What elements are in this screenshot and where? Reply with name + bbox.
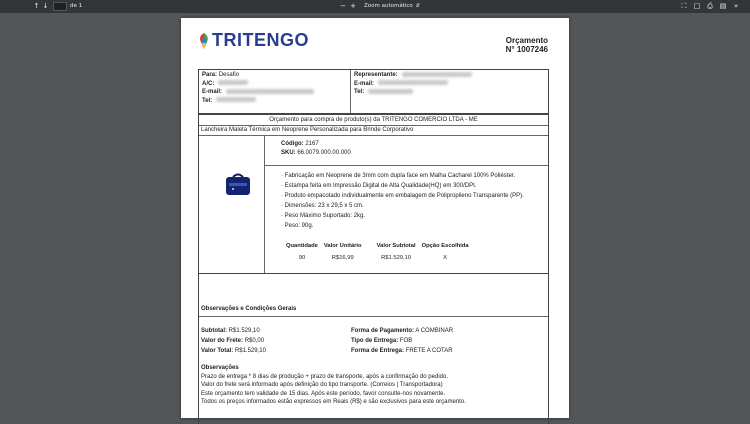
feature-item: · Peso: 90g. [281, 223, 314, 229]
table-header-row [283, 240, 472, 252]
open-file-icon[interactable]: □ [693, 2, 701, 10]
client-email-label: E-mail: [202, 89, 223, 95]
product-box [198, 114, 549, 274]
quote-header [506, 36, 548, 54]
delivery-form-value: FRETE A COTAR [405, 348, 453, 354]
blurred-rep [402, 72, 472, 77]
download-icon[interactable]: ▤ [719, 2, 727, 10]
feature-item: · Fabricação em Neoprene de 3mm com dupla face em Malha Cacharel 100% Poliéster. [281, 173, 516, 179]
blurred-rep-tel [368, 89, 413, 94]
obs-line: Todos os preços informados estão expressos em Reais (R$) e são exclusivos para este orçamento. [201, 399, 466, 405]
cell-subtotal: R$1.529,10 [381, 255, 412, 261]
total-label: Valor Total: [201, 348, 234, 354]
feature-item: · Peso Máximo Suportado: 2kg. [281, 213, 366, 219]
pdf-page [181, 18, 569, 418]
logo-mark-icon [198, 31, 210, 51]
print-icon[interactable]: ⎙ [707, 2, 713, 10]
sku-value: 66.0079.000.00.000 [297, 149, 351, 156]
next-page-icon[interactable]: ↓ [42, 2, 49, 10]
code-label: Código: [281, 141, 304, 147]
total-value: R$1.529,10 [234, 348, 266, 354]
zoom-select[interactable] [364, 0, 420, 13]
col-option: Opção Escolhida [421, 243, 469, 249]
feature-item: · Produto empacotado individualmente em embalagem de Polipropileno Transparente (PP). [281, 193, 524, 199]
payment-label: Forma de Pagamento: [351, 328, 415, 334]
col-subtotal: Valor Subtotal [376, 243, 416, 249]
page-number-input[interactable] [53, 2, 67, 11]
rep-tel-label: Tel: [354, 89, 365, 95]
product-name: Lancheira Maleta Térmica em Neoprene Personalizada para Brinde Corporativo [201, 127, 414, 133]
ac-label: A/C: [202, 80, 215, 87]
presentation-icon[interactable]: ⛶ [681, 2, 687, 10]
payment-value: A COMBINAR [415, 328, 454, 334]
quote-label: Orçamento [505, 36, 548, 45]
blurred-client-tel [216, 97, 256, 102]
logo-text: TRITENGO [212, 30, 309, 50]
zoom-label: Zoom automático [364, 3, 413, 9]
chevron-updown-icon: ⇵ [415, 3, 420, 9]
freight-label: Valor do Frete: [201, 338, 244, 344]
delivery-type-label: Tipo de Entrega: [351, 338, 399, 344]
conditions-title: Observações e Condições Gerais [201, 306, 297, 312]
price-table [283, 240, 472, 264]
conditions-box [198, 274, 549, 424]
tools-icon[interactable]: » [733, 2, 739, 10]
rep-label: Representante: [354, 72, 398, 78]
obs-title: Observações [201, 365, 239, 371]
rep-email-label: E-mail: [354, 80, 375, 87]
delivery-type-value: FOB [399, 338, 413, 344]
obs-line: Prazo de entrega * 8 dias de produção + prazo de transporte, após a confirmação do pedido. [201, 373, 448, 380]
product-image [223, 172, 253, 196]
code-value: 2167 [305, 141, 319, 147]
cell-quantity: 90 [298, 255, 306, 261]
obs-line: Este orçamento tem validade de 15 dias. Após este período, favor consulte-nos novamente. [201, 390, 446, 397]
para-value: Desafio [218, 72, 240, 78]
company-logo [198, 30, 309, 51]
feature-item: · Estampa feita em Impressão Digital de Alta Qualidade(HQ) em 300/DPI. [281, 183, 477, 189]
zoom-out-icon[interactable]: − [340, 2, 346, 10]
feature-item: · Dimensões: 23 x 29,5 x 5 cm. [281, 203, 364, 209]
cell-unit-price: R$16,99 [331, 255, 354, 261]
col-quantity: Quantidade [286, 243, 318, 249]
sku-label: SKU: [281, 149, 296, 156]
blurred-ac [218, 80, 248, 85]
prev-page-icon[interactable]: ↑ [33, 2, 40, 10]
quote-number: N° 1007246 [505, 45, 548, 54]
delivery-form-label: Forma de Entrega: [351, 348, 405, 354]
blurred-rep-email [378, 80, 448, 85]
blurred-client-email [226, 89, 314, 94]
contacts-box [198, 69, 549, 114]
table-row [283, 252, 472, 264]
subtotal-value: R$1.529,10 [228, 328, 260, 334]
page-total-label: de 1 [70, 3, 83, 9]
col-unit-price: Valor Unitário [323, 243, 362, 249]
subtotal-label: Subtotal: [201, 328, 227, 334]
obs-line: Valor do frete será informado após definição do tipo transporte. (Correios | Transportadora) [201, 382, 443, 388]
pdf-toolbar [0, 0, 750, 13]
cell-option: X [443, 255, 448, 261]
order-title: Orçamento para compra de produto(s) da TRITENGO COMERCIO LTDA - ME [269, 117, 478, 123]
client-tel-label: Tel: [202, 97, 213, 104]
freight-value: R$0,00 [244, 338, 265, 344]
zoom-in-icon[interactable]: + [350, 2, 356, 10]
feature-list [281, 171, 524, 231]
para-label: Para: [202, 72, 218, 78]
